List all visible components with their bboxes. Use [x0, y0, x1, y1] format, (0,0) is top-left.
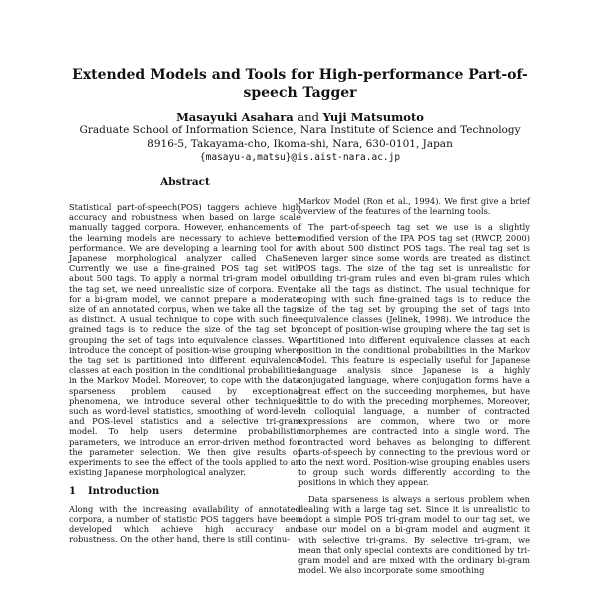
- introduction-paragraph: Along with the increasing availability of annotated corpora, a number of statistic POS taggers have been developed which achieve high accuracy and robustness. On the other hand, there is still continu-: [69, 503, 301, 545]
- paper-title: Extended Models and Tools for High-performance Part-of-speech Tagger: [72, 67, 528, 101]
- affiliation-block: [60, 124, 540, 165]
- right-paragraph-1: The part-of-speech tag set we use is a slightly modified version of the IPA POS tag set (RWCP, 2000) with about 500 distinct POS tags. The real tag set is even larger since some words are treated as distinct POS tags. The size of the tag set is unrealistic for building tri-gram rules and even bi-gram rules which take all the tags as distinct. The usual technique for coping with such fine-grained tags is to reduce the size of the tag set by grouping the set of tags into equivalence classes (Jelinek, 1998). We introduce the concept of position-wise grouping where the tag set is partitioned into different equivalence classes at each position in the conditional probabilities in the Markov Model. This feature is especially useful for Japanese language analysis since Japanese is a highly conjugated language, where conjugation forms have a great effect on the succeeding morphemes, but have little to do with the preceding morphemes. Moreover, in colloquial language, a number of contracted expressions are common, where two or more morphemes are contracted into a single word. The contracted word behaves as belonging to different parts-of-speech by connecting to the previous word or to the next word. Position-wise grouping enables users to group such words differently according to the positions in which they appear.: [298, 222, 530, 488]
- affiliation-institution: Graduate School of Information Science, Nara Institute of Science and Technology: [79, 124, 521, 136]
- author-conjunction: and: [297, 110, 320, 124]
- left-column: [69, 202, 301, 545]
- section-heading-introduction: [69, 487, 301, 497]
- right-paragraph-0: Markov Model (Ron et al., 1994). We first give a brief overview of the features of the learning tools.: [298, 196, 530, 217]
- abstract-text: Statistical part-of-speech(POS) taggers achieve high accuracy and robustness when based on large scale manually tagged corpora. However, enhancements of the learning models are necessary to achieve better performance. We are developing a learning tool for a Japanese morphological analyzer called ChaSen. Currently we use a fine-grained POS tag set with about 500 tags. To apply a normal tri-gram model on the tag set, we need unrealistic size of corpora. Even, for a bi-gram model, we cannot prepare a moderate size of an annotated corpus, when we take all the tags as distinct. A usual technique to cope with such fine-grained tags is to reduce the size of the tag set by grouping the set of tags into equivalence classes. We introduce the concept of position-wise grouping where the tag set is partitioned into different equivalence classes at each position in the conditional probabilities in the Markov Model. Moreover, to cope with the data sparseness problem caused by exceptional phenomena, we introduce several other techniques such as word-level statistics, smoothing of word-level and POS-level statistics and a selective tri-gram model. To help users determine probabilistic parameters, we introduce an error-driven method for the parameter selection. We then give results of experiments to see the effect of the tools applied to an existing Japanese morphological analyzer.: [69, 202, 301, 478]
- abstract-heading: Abstract: [160, 176, 210, 188]
- author-line: [60, 110, 540, 125]
- author-matsumoto: Yuji Matsumoto: [322, 110, 424, 124]
- author-email: {masayu-a,matsu}@is.aist-nara.ac.jp: [199, 152, 401, 163]
- affiliation-address: 8916-5, Takayama-cho, Ikoma-shi, Nara, 630-0101, Japan: [147, 137, 453, 150]
- author-asahara: Masayuki Asahara: [176, 110, 294, 124]
- section-title: Introduction: [87, 486, 160, 498]
- right-paragraph-2: Data sparseness is always a serious problem when dealing with a large tag set. Since it is unrealistic to adopt a simple POS tri-gram model to our tag set, we base our model on a bi-gram model and augment it with selective tri-grams. By selective tri-gram, we mean that only special contexts are conditioned by tri-gram model and are mixed with the ordinary bi-gram model. We also incorporate some smoothing: [298, 493, 530, 576]
- right-column: [298, 196, 530, 575]
- section-number: 1: [69, 486, 76, 498]
